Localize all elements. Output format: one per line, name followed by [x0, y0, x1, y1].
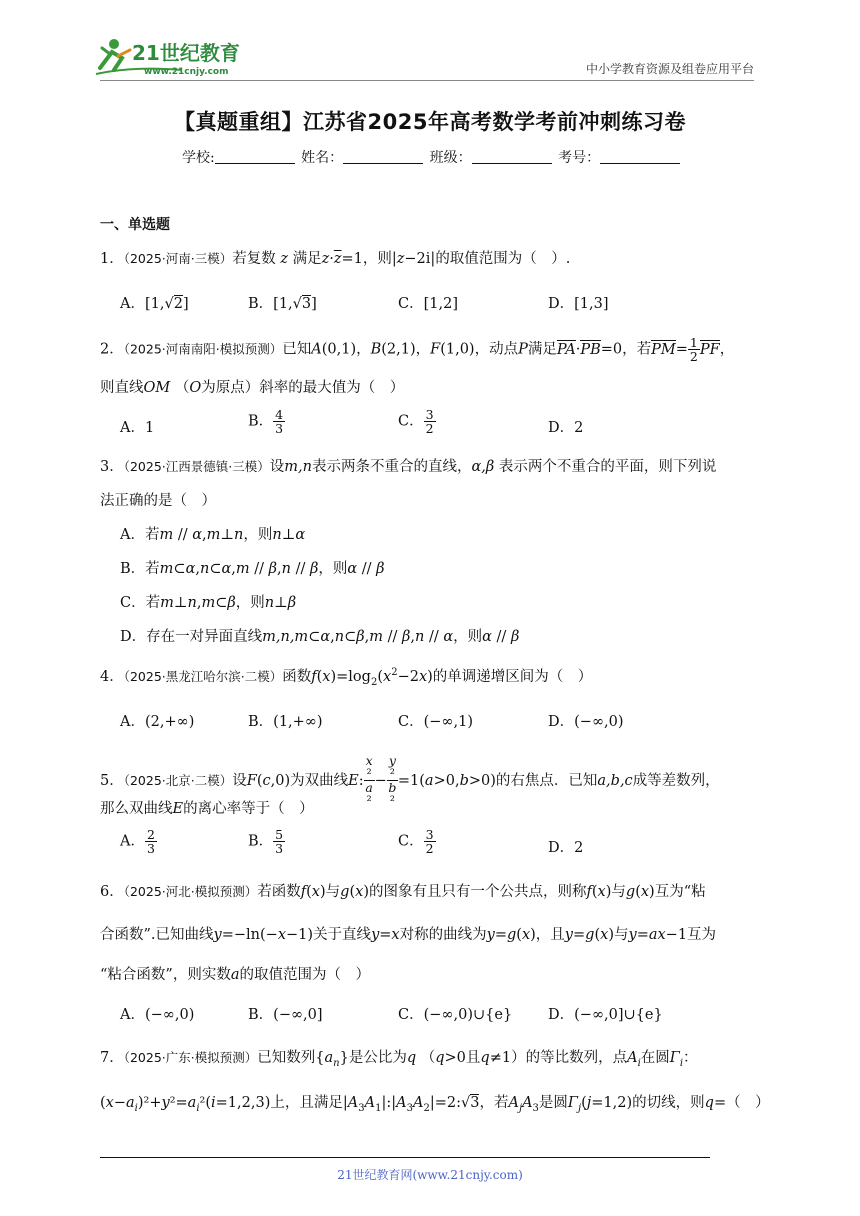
question-5-line-2: 那么双曲线E的离心率等于（ ） [100, 801, 314, 817]
question-2-line-2: 则直线OM （O为原点）斜率的最大值为（ ） [100, 380, 405, 396]
question-2: 2．（2025·河南南阳·模拟预测）已知A(0,1)，B(2,1)，F(1,0)，动点P满足PA·PB=0，若PM= $\frac{1}{2}$ PF， [100, 335, 735, 365]
class-label: 班级： [429, 150, 472, 166]
name-blank[interactable] [343, 149, 423, 164]
exam-no-blank[interactable] [600, 149, 680, 164]
class-blank[interactable] [472, 149, 552, 164]
student-info-line [182, 147, 682, 167]
exam-no-label: 考号： [558, 150, 601, 166]
q3-option-d[interactable]: D．存在一对异面直线m,n,m⊂α,n⊂β,m // β,n // α，则α // β [120, 629, 520, 645]
q2-option-a[interactable]: A．1 [120, 420, 155, 436]
q1-option-b[interactable]: B．[1,√3] [248, 296, 317, 312]
q5-option-d[interactable]: D．2 [548, 840, 584, 856]
question-3-line-2: 法正确的是（ ） [100, 493, 216, 509]
question-6: 6．（2025·河北·模拟预测）若函数f(x)与g(x)的图象有且只有一个公共点，则称f(x)与g(x)互为“粘 [100, 884, 706, 900]
school-blank[interactable] [215, 149, 295, 164]
question-4: 4．（2025·黑龙江哈尔滨·二模）函数$f(x)=\log_2(x^2-2x)$的单调递增区间为（ ） [100, 667, 593, 688]
q6-option-a[interactable]: A．(−∞,0) [120, 1007, 195, 1023]
q2-option-c[interactable]: C． $\frac{3}{2}$ [398, 407, 434, 437]
svg-text:www.21cnjy.com: www.21cnjy.com [144, 67, 229, 77]
q6-option-c[interactable]: C．(−∞,0)∪{e} [398, 1007, 513, 1023]
q1-option-d[interactable]: D．[1,3] [548, 296, 609, 312]
q3-option-b[interactable]: B．若m⊂α,n⊂α,m // β,n // β，则α // β [120, 561, 385, 577]
question-1: 1．（2025·河南·三模）若复数 z 满足$z\cdot\overline{z}=1$，则|z−2i|的取值范围为（ ）. [100, 251, 571, 267]
question-7-line-2: $(x-a_i)^2+y^2=a_i^2(i=1,2,3)$上，且满足$|A_3A_1|:|A_3A_2|=2:√3$，若$A_jA_3$是圆$\Gamma_j(j=1,2)$的切线，则q=（ ） [100, 1095, 770, 1114]
q6-option-b[interactable]: B．(−∞,0] [248, 1007, 323, 1023]
question-3: 3．（2025·江西景德镇·三模）设m,n表示两条不重合的直线，α,β 表示两个不重合的平面，则下列说 [100, 459, 717, 475]
q2-option-b[interactable]: B． $\frac{4}{3}$ [248, 407, 284, 437]
header-divider [100, 80, 754, 81]
q4-option-c[interactable]: C．(−∞,1) [398, 714, 473, 730]
q2-option-d[interactable]: D．2 [548, 420, 584, 436]
svg-text:21世纪教育: 21世纪教育 [132, 41, 240, 65]
q3-option-c[interactable]: C．若m⊥n,m⊂β，则n⊥β [120, 595, 297, 611]
q1-option-a[interactable]: A．[1,√2] [120, 296, 189, 312]
q4-option-a[interactable]: A．(2,+∞) [120, 714, 195, 730]
question-6-line-3: “粘合函数”，则实数a的取值范围为（ ） [100, 967, 370, 983]
q5-option-b[interactable]: B． $\frac{5}{3}$ [248, 827, 284, 857]
name-label: 姓名： [301, 150, 344, 166]
question-7: 7．（2025·广东·模拟预测）已知数列$\{a_n\}$是公比为q （q>0且q≠1）的等比数列，点$A_i$在圆$\Gamma_i$： [100, 1050, 698, 1069]
q4-option-b[interactable]: B．(1,+∞) [248, 714, 323, 730]
q3-option-a[interactable]: A．若m // α,m⊥n，则n⊥α [120, 527, 306, 543]
q5-option-c[interactable]: C． $\frac{3}{2}$ [398, 827, 434, 857]
q1-option-c[interactable]: C．[1,2] [398, 296, 458, 312]
question-5: 5．（2025·北京·二模）设F(c,0)为双曲线E: x ² a ² − y ² b ² =1(a>0,b>0)的右焦点．已知a,b,c成等差数列， [100, 753, 720, 809]
footer-link[interactable]: 21世纪教育网(www.21cnjy.com) [337, 1168, 523, 1182]
section-heading: 一、单选题 [100, 217, 170, 233]
question-6-line-2: 合函数”.已知曲线y=−ln(−x−1)关于直线y=x对称的曲线为y=g(x)，且y=g(x)与y=ax−1互为 [100, 927, 717, 943]
site-logo [92, 30, 272, 80]
platform-name: 中小学教育资源及组卷应用平台 [585, 62, 754, 76]
page-title: 【真题重组】江苏省2025年高考数学考前冲刺练习卷 [174, 110, 686, 134]
q5-option-a[interactable]: A． $\frac{2}{3}$ [120, 827, 155, 857]
footer-divider [100, 1157, 710, 1158]
school-label: 学校: [182, 150, 215, 166]
q4-option-d[interactable]: D．(−∞,0) [548, 714, 624, 730]
q6-option-d[interactable]: D．(−∞,0]∪{e} [548, 1007, 663, 1023]
